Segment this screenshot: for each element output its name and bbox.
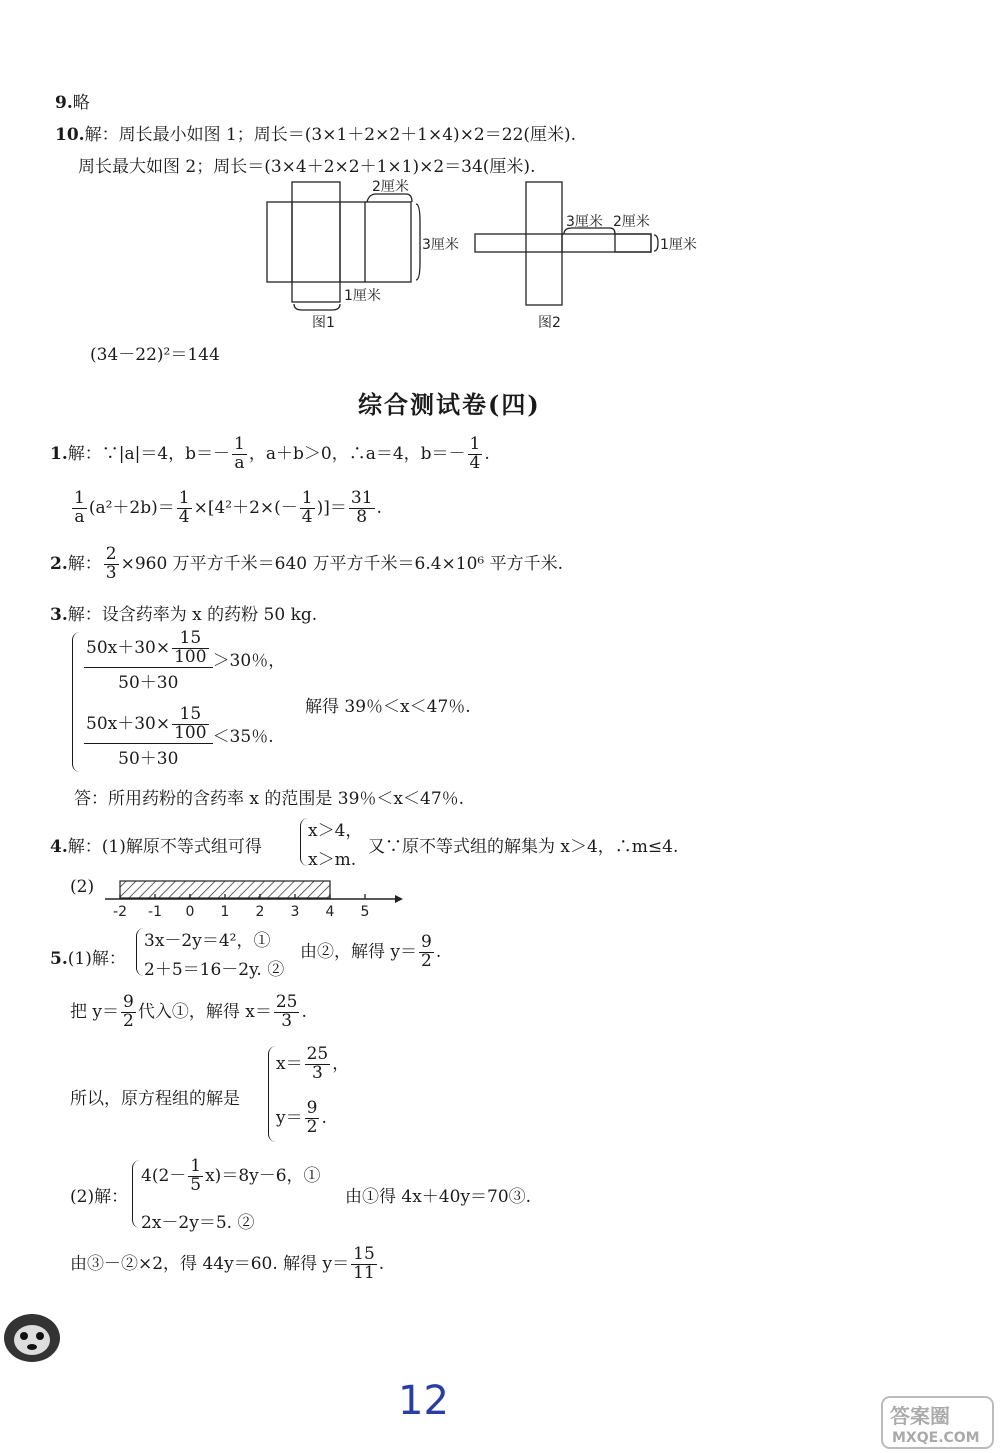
figure-2 bbox=[470, 172, 710, 337]
p2-eq1-b: x)＝8y－6，① bbox=[205, 1165, 321, 1186]
p5-solution-y bbox=[276, 1100, 327, 1137]
numerator: 25 bbox=[306, 1044, 329, 1064]
numerator: 1 bbox=[301, 488, 313, 508]
fraction bbox=[72, 490, 87, 527]
tick-label: 1 bbox=[220, 904, 230, 920]
p4-sys1: x＞4， bbox=[308, 821, 363, 841]
p5-from2-text: 由②，解得 y＝ bbox=[300, 941, 418, 962]
denominator: a bbox=[74, 506, 85, 527]
numerator: 9 bbox=[123, 992, 134, 1012]
p3-solve: 解得 39％＜x＜47％. bbox=[305, 697, 471, 717]
sol-x-end: ， bbox=[332, 1053, 350, 1074]
p4-brace bbox=[300, 818, 308, 866]
p3-ineq2 bbox=[84, 706, 274, 769]
p4-text-a: 解：(1)解原不等式组可得 bbox=[67, 837, 262, 857]
p5-solution-label: 所以，原方程组的解是 bbox=[70, 1089, 240, 1109]
p4-sys2: x＞m. bbox=[308, 850, 357, 870]
numerator: 25 bbox=[275, 992, 298, 1012]
ineq1-numerator-text: 50x＋30× bbox=[86, 637, 171, 658]
p1-text-c: . bbox=[484, 443, 490, 464]
numerator: 1 bbox=[178, 488, 190, 508]
p1-l2-d: . bbox=[376, 497, 382, 518]
fraction bbox=[274, 994, 300, 1031]
fraction bbox=[305, 1100, 320, 1137]
q10-line1 bbox=[55, 120, 576, 145]
ineq2-denominator: 50＋30 bbox=[118, 748, 179, 769]
fraction bbox=[104, 546, 119, 583]
numerator: 1 bbox=[190, 1156, 202, 1176]
denominator: 100 bbox=[174, 646, 207, 667]
p4-number: 4. bbox=[50, 837, 68, 857]
numerator: 31 bbox=[350, 488, 373, 508]
fraction bbox=[121, 994, 136, 1031]
p4-part2-label: (2) bbox=[70, 877, 95, 897]
denominator: a bbox=[234, 452, 245, 473]
ineq2-numerator-text: 50x＋30× bbox=[86, 713, 171, 734]
p1-text-b: ，a＋b＞0，∴a＝4，b＝－ bbox=[248, 443, 466, 464]
numerator: 15 bbox=[172, 630, 208, 649]
p1-line1 bbox=[50, 436, 490, 473]
sol-y-text: y＝ bbox=[276, 1107, 303, 1128]
fig1-label-top: 2厘米 bbox=[372, 179, 409, 195]
p5-eq2: 2＋5＝16－2y. ② bbox=[144, 960, 285, 980]
p1-l2-b: ×[4²＋2×(－ bbox=[193, 497, 298, 518]
tick-label: 0 bbox=[185, 904, 195, 920]
p4-line bbox=[50, 832, 262, 857]
p5-p2-from: 由①得 4x＋40y＝70③. bbox=[345, 1187, 532, 1207]
fig1-caption: 图1 bbox=[312, 315, 335, 331]
fig2-label-b: 2厘米 bbox=[613, 214, 650, 230]
p2-text-b: ×960 万平方千米＝640 万平方千米＝6.4×10⁶ 平方千米. bbox=[120, 553, 564, 574]
p5-from2-end: . bbox=[435, 941, 442, 962]
p5-last bbox=[70, 1246, 384, 1283]
fig2-caption: 图2 bbox=[538, 315, 561, 331]
fraction bbox=[419, 934, 434, 971]
p3-ineq1 bbox=[84, 630, 285, 693]
p5-from2 bbox=[300, 934, 441, 971]
svg-text:MXQE.COM: MXQE.COM bbox=[892, 1430, 980, 1446]
numerator: 9 bbox=[421, 932, 432, 952]
p1-number: 1. bbox=[50, 443, 68, 464]
p2-text-a: 解： bbox=[67, 553, 102, 574]
p5-eq1: 3x－2y＝4²，① bbox=[144, 931, 271, 951]
fraction bbox=[349, 490, 375, 527]
tick-label: 3 bbox=[290, 904, 300, 920]
denominator: 100 bbox=[174, 722, 207, 743]
q9-number: 9. bbox=[55, 93, 73, 113]
p2-eq1-a: 4(2－ bbox=[141, 1165, 187, 1186]
p1-l2-a: (a²＋2b)＝ bbox=[88, 497, 175, 518]
fig2-label-a: 3厘米 bbox=[566, 214, 603, 230]
numerator: 1 bbox=[469, 434, 481, 454]
denominator: 4 bbox=[301, 506, 313, 527]
watermark-logo bbox=[880, 1395, 995, 1450]
p1-l2-c: )]＝ bbox=[316, 497, 347, 518]
fraction bbox=[188, 1158, 203, 1195]
denominator: 3 bbox=[312, 1062, 323, 1083]
p1-text-a: 解：∵|a|＝4，b＝－ bbox=[67, 443, 231, 464]
p4-text-b: 又∵原不等式组的解集为 x＞4，∴m≤4. bbox=[368, 837, 679, 857]
p5-substitute bbox=[70, 994, 307, 1031]
fraction bbox=[172, 630, 208, 667]
denominator: 3 bbox=[281, 1010, 293, 1031]
sol-y-end: . bbox=[321, 1107, 327, 1128]
fraction bbox=[177, 490, 192, 527]
numerator: 15 bbox=[172, 706, 208, 725]
fig2-label-right: 1厘米 bbox=[660, 237, 697, 253]
numerator: 15 bbox=[353, 1244, 375, 1264]
p3-text: 解：设含药率为 x 的药粉 50 kg. bbox=[67, 605, 318, 625]
q10-number: 10. bbox=[55, 125, 85, 145]
denominator: 2 bbox=[306, 1116, 318, 1137]
fraction bbox=[300, 490, 315, 527]
p5-p2-eq2: 2x－2y＝5. ② bbox=[141, 1213, 255, 1233]
q9-text: 略 bbox=[72, 93, 90, 113]
svg-text:答案圈: 答案圈 bbox=[890, 1404, 950, 1428]
p5-sub-c: . bbox=[301, 1001, 307, 1022]
denominator: 8 bbox=[356, 506, 368, 527]
p5-last-b: . bbox=[378, 1253, 385, 1274]
p2-number: 2. bbox=[50, 553, 68, 574]
section-title: 综合测试卷(四) bbox=[358, 390, 541, 419]
p1-line2 bbox=[70, 490, 382, 527]
fraction bbox=[351, 1246, 377, 1283]
p5-part2-label: (2)解： bbox=[70, 1187, 129, 1207]
p5-sub-b: 代入①，解得 x＝ bbox=[137, 1001, 272, 1022]
denominator: 11 bbox=[353, 1262, 375, 1283]
number-line bbox=[95, 872, 415, 922]
fig1-label-right: 3厘米 bbox=[422, 237, 459, 253]
arrow-icon bbox=[395, 895, 403, 903]
ineq1-relation: ＞30％， bbox=[212, 650, 286, 671]
p3-brace bbox=[72, 632, 81, 772]
p5-sub-a: 把 y＝ bbox=[70, 1001, 120, 1022]
mascot-icon bbox=[0, 1300, 70, 1370]
p3-number: 3. bbox=[50, 605, 68, 625]
numerator: 2 bbox=[105, 544, 117, 564]
p5-part1-label: (1)解： bbox=[67, 949, 126, 969]
p5-brace-1 bbox=[136, 928, 144, 976]
p3-line1 bbox=[50, 600, 317, 625]
p5-number: 5. bbox=[50, 949, 68, 969]
p2-line bbox=[50, 546, 563, 583]
numerator: 9 bbox=[306, 1098, 318, 1118]
numerator: 1 bbox=[74, 488, 85, 508]
denominator: 3 bbox=[105, 562, 117, 583]
fraction bbox=[468, 436, 483, 473]
fraction bbox=[232, 436, 247, 473]
p3-answer: 答：所用药粉的含药率 x 的范围是 39％＜x＜47％. bbox=[74, 789, 465, 809]
denominator: 5 bbox=[190, 1174, 202, 1195]
p5-solution-x bbox=[276, 1046, 349, 1083]
tick-label: -1 bbox=[148, 904, 162, 920]
denominator: 4 bbox=[178, 506, 190, 527]
ineq2-relation: ＜35％. bbox=[212, 726, 274, 747]
figure-1 bbox=[262, 172, 462, 337]
tick-label: 4 bbox=[325, 904, 335, 920]
denominator: 2 bbox=[421, 950, 432, 971]
denominator: 4 bbox=[469, 452, 481, 473]
p5-p2-eq1 bbox=[141, 1158, 321, 1195]
q9 bbox=[55, 88, 90, 113]
numerator: 1 bbox=[234, 434, 245, 454]
q10-line2: 周长最大如图 2；周长＝(3×4＋2×2＋1×1)×2＝34(厘米). bbox=[78, 157, 536, 177]
sol-x-text: x＝ bbox=[276, 1053, 303, 1074]
tick-label: 2 bbox=[255, 904, 265, 920]
q10-result: (34－22)²＝144 bbox=[90, 345, 220, 365]
fraction bbox=[172, 706, 208, 743]
tick-label: -2 bbox=[113, 904, 127, 920]
ineq1-denominator: 50＋30 bbox=[118, 672, 179, 693]
p5-brace-2 bbox=[132, 1160, 140, 1228]
denominator: 2 bbox=[123, 1010, 134, 1031]
q10-line1-text: 解：周长最小如图 1；周长＝(3×1＋2×2＋1×4)×2＝22(厘米). bbox=[84, 125, 577, 145]
p5-last-a: 由③－②×2，得 44y＝60. 解得 y＝ bbox=[70, 1253, 350, 1274]
fraction bbox=[305, 1046, 331, 1083]
tick-label: 5 bbox=[360, 904, 370, 920]
p5-label bbox=[50, 944, 126, 969]
fig1-label-bottom: 1厘米 bbox=[344, 288, 381, 304]
page-number: 12 bbox=[398, 1378, 449, 1424]
